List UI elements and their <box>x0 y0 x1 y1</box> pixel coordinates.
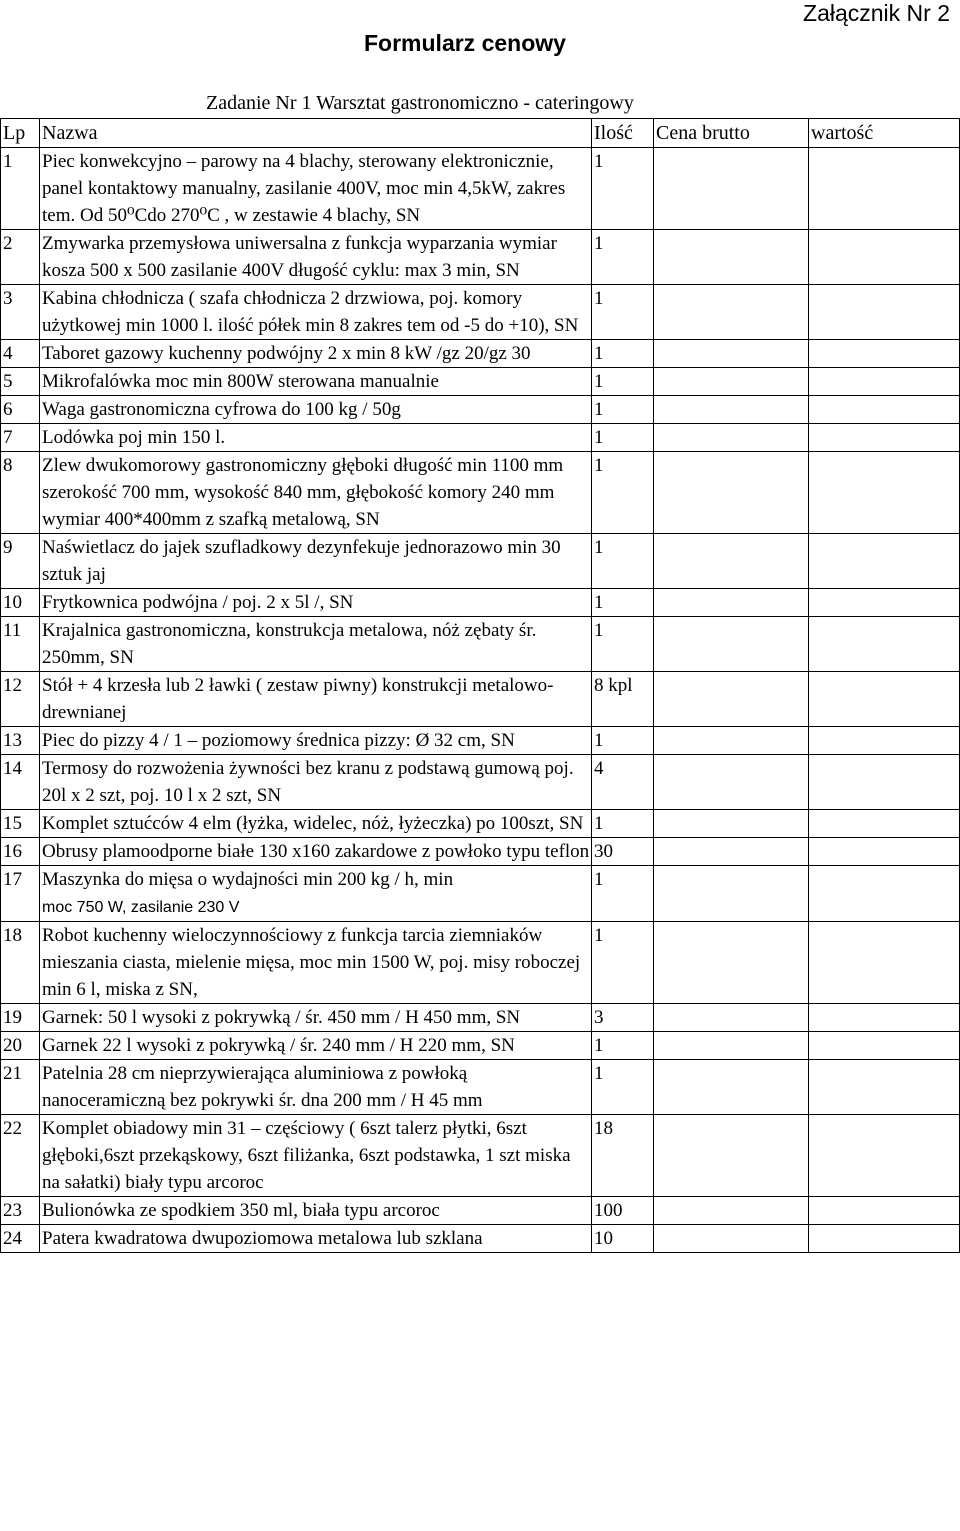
table-row <box>1 1060 960 1115</box>
row-lp: 8 <box>1 452 40 534</box>
row-value-cell[interactable] <box>809 285 960 340</box>
row-name-text: Garnek: 50 l wysoki z pokrywką / śr. 450 mm / H 450 mm, SN <box>42 1007 521 1028</box>
row-name <box>40 285 592 340</box>
table-row <box>1 424 960 452</box>
row-qty: 3 <box>592 1004 654 1032</box>
row-lp: 11 <box>1 617 40 672</box>
row-lp: 6 <box>1 396 40 424</box>
row-name-text: Zlew dwukomorowy gastronomiczny głęboki długość min 1100 mm szerokość 700 mm, wysokość 840 mm, głębokość komory 240 mm wymiar 400*400mm z szafką metalową, SN <box>42 455 564 530</box>
row-name <box>40 1060 592 1115</box>
row-qty: 1 <box>592 230 654 285</box>
table-row <box>1 617 960 672</box>
row-value-cell[interactable] <box>809 1032 960 1060</box>
row-qty: 1 <box>592 810 654 838</box>
table-row <box>1 755 960 810</box>
row-name-text: Taboret gazowy kuchenny podwójny 2 x min 8 kW /gz 20/gz 30 <box>42 343 531 364</box>
row-name-text: Lodówka poj min 150 l. <box>42 427 226 448</box>
row-value-cell[interactable] <box>809 727 960 755</box>
row-lp: 19 <box>1 1004 40 1032</box>
row-name <box>40 617 592 672</box>
row-name-text: Waga gastronomiczna cyfrowa do 100 kg / 50g <box>42 399 401 420</box>
row-price-cell[interactable] <box>654 285 809 340</box>
row-qty: 1 <box>592 285 654 340</box>
row-value-cell[interactable] <box>809 838 960 866</box>
row-qty: 1 <box>592 617 654 672</box>
table-row <box>1 285 960 340</box>
table-row <box>1 368 960 396</box>
row-name-text-secondary: moc 750 W, zasilanie 230 V <box>42 899 240 916</box>
row-price-cell[interactable] <box>654 368 809 396</box>
row-value-cell[interactable] <box>809 755 960 810</box>
row-qty: 1 <box>592 1032 654 1060</box>
row-price-cell[interactable] <box>654 1032 809 1060</box>
row-price-cell[interactable] <box>654 452 809 534</box>
row-lp: 17 <box>1 866 40 922</box>
row-name-text: Termosy do rozwożenia żywności bez kranu z podstawą gumową poj. 20l x 2 szt, poj. 10 l x 2 szt, SN <box>42 758 574 806</box>
row-value-cell[interactable] <box>809 672 960 727</box>
annex-label: Załącznik Nr 2 <box>803 0 950 26</box>
row-lp: 4 <box>1 340 40 368</box>
table-row <box>1 340 960 368</box>
row-lp: 14 <box>1 755 40 810</box>
row-lp: 2 <box>1 230 40 285</box>
table-row <box>1 452 960 534</box>
table-row <box>1 148 960 230</box>
price-table <box>0 118 960 1253</box>
row-price-cell[interactable] <box>654 1197 809 1225</box>
row-name <box>40 589 592 617</box>
row-name <box>40 922 592 1004</box>
row-name-text: Stół + 4 krzesła lub 2 ławki ( zestaw piwny) konstrukcji metalowo-drewnianej <box>42 675 554 723</box>
row-name <box>40 368 592 396</box>
row-qty: 1 <box>592 534 654 589</box>
row-name <box>40 1115 592 1197</box>
row-value-cell[interactable] <box>809 617 960 672</box>
row-name-text: Piec do pizzy 4 / 1 – poziomowy średnica pizzy: Ø 32 cm, SN <box>42 730 515 751</box>
row-value-cell[interactable] <box>809 1197 960 1225</box>
column-header-qty: Ilość <box>592 119 654 148</box>
row-value-cell[interactable] <box>809 368 960 396</box>
row-name <box>40 452 592 534</box>
row-price-cell[interactable] <box>654 1115 809 1197</box>
row-name <box>40 1032 592 1060</box>
row-qty: 1 <box>592 148 654 230</box>
column-header-name: Nazwa <box>40 119 592 148</box>
row-value-cell[interactable] <box>809 922 960 1004</box>
row-value-cell[interactable] <box>809 148 960 230</box>
row-name <box>40 1225 592 1253</box>
row-qty: 18 <box>592 1115 654 1197</box>
table-row <box>1 672 960 727</box>
row-name-text: Komplet sztućców 4 elm (łyżka, widelec, nóż, łyżeczka) po 100szt, SN <box>42 813 584 834</box>
row-name-text: Patelnia 28 cm nieprzywierająca aluminiowa z powłoką nanoceramiczną bez pokrywki śr. dna 200 mm / H 45 mm <box>42 1063 483 1111</box>
row-price-cell[interactable] <box>654 396 809 424</box>
row-name <box>40 230 592 285</box>
table-row <box>1 1225 960 1253</box>
row-name <box>40 534 592 589</box>
row-name <box>40 810 592 838</box>
row-value-cell[interactable] <box>809 810 960 838</box>
table-row <box>1 1004 960 1032</box>
table-row <box>1 727 960 755</box>
form-title: Formularz cenowy <box>364 30 566 56</box>
row-lp: 16 <box>1 838 40 866</box>
row-name-text: Zmywarka przemysłowa uniwersalna z funkcja wyparzania wymiar kosza 500 x 500 zasilanie 400V długość cyklu: max 3 min, SN <box>42 233 557 281</box>
row-value-cell[interactable] <box>809 452 960 534</box>
row-lp: 23 <box>1 1197 40 1225</box>
row-name <box>40 396 592 424</box>
row-value-cell[interactable] <box>809 230 960 285</box>
row-qty: 1 <box>592 424 654 452</box>
row-qty: 1 <box>592 340 654 368</box>
row-name <box>40 1004 592 1032</box>
row-qty: 10 <box>592 1225 654 1253</box>
row-qty: 1 <box>592 452 654 534</box>
row-name-text: Naświetlacz do jajek szufladkowy dezynfekuje jednorazowo min 30 sztuk jaj <box>42 537 561 585</box>
row-lp: 5 <box>1 368 40 396</box>
row-name-text: Patera kwadratowa dwupoziomowa metalowa lub szklana <box>42 1228 483 1249</box>
table-row <box>1 396 960 424</box>
column-header-price: Cena brutto <box>654 119 809 148</box>
row-value-cell[interactable] <box>809 1115 960 1197</box>
row-name-text: Komplet obiadowy min 31 – częściowy ( 6szt talerz płytki, 6szt głęboki,6szt przekąskowy, 6szt filiżanka, 6szt podstawka, 1 szt miska na sałatki) biały typu arcoroc <box>42 1118 571 1193</box>
task-title: Zadanie Nr 1 Warsztat gastronomiczno - cateringowy <box>206 92 634 114</box>
row-name-text: Obrusy plamoodporne białe 130 x160 zakardowe z powłoko typu teflon <box>42 841 590 862</box>
row-qty: 1 <box>592 727 654 755</box>
table-row <box>1 838 960 866</box>
row-lp: 9 <box>1 534 40 589</box>
row-price-cell[interactable] <box>654 148 809 230</box>
row-lp: 12 <box>1 672 40 727</box>
row-qty: 100 <box>592 1197 654 1225</box>
row-name <box>40 838 592 866</box>
row-lp: 21 <box>1 1060 40 1115</box>
row-name-text: Krajalnica gastronomiczna, konstrukcja metalowa, nóż zębaty śr. 250mm, SN <box>42 620 537 668</box>
row-qty: 1 <box>592 589 654 617</box>
row-price-cell[interactable] <box>654 1225 809 1253</box>
row-price-cell[interactable] <box>654 1060 809 1115</box>
row-qty: 4 <box>592 755 654 810</box>
row-name <box>40 340 592 368</box>
row-lp: 10 <box>1 589 40 617</box>
table-row <box>1 922 960 1004</box>
row-price-cell[interactable] <box>654 810 809 838</box>
row-name-text: Kabina chłodnicza ( szafa chłodnicza 2 drzwiowa, poj. komory użytkowej min 1000 l. ilość półek min 8 zakres tem od -5 do +10), SN <box>42 288 579 336</box>
table-header-row <box>1 119 960 148</box>
row-lp: 7 <box>1 424 40 452</box>
row-value-cell[interactable] <box>809 340 960 368</box>
table-row <box>1 1197 960 1225</box>
row-price-cell[interactable] <box>654 589 809 617</box>
row-lp: 18 <box>1 922 40 1004</box>
row-name <box>40 148 592 230</box>
row-price-cell[interactable] <box>654 727 809 755</box>
row-name-text: Piec konwekcyjno – parowy na 4 blachy, sterowany elektronicznie, panel kontaktowy manualny, zasilanie 400V, moc min 4,5kW, zakres tem. Od 50⁰Cdo 270⁰C , w zestawie 4 blachy, SN <box>42 151 566 226</box>
row-name-text: Maszynka do mięsa o wydajności min 200 kg / h, min <box>42 869 454 890</box>
row-name <box>40 1197 592 1225</box>
row-name <box>40 424 592 452</box>
row-lp: 15 <box>1 810 40 838</box>
row-lp: 13 <box>1 727 40 755</box>
row-qty: 1 <box>592 866 654 922</box>
row-price-cell[interactable] <box>654 755 809 810</box>
row-name <box>40 727 592 755</box>
column-header-value: wartość <box>809 119 960 148</box>
row-name <box>40 755 592 810</box>
row-value-cell[interactable] <box>809 1225 960 1253</box>
row-qty: 1 <box>592 368 654 396</box>
row-qty: 8 kpl <box>592 672 654 727</box>
table-row <box>1 810 960 838</box>
row-value-cell[interactable] <box>809 589 960 617</box>
row-name-text: Frytkownica podwójna / poj. 2 x 5l /, SN <box>42 592 354 613</box>
row-lp: 3 <box>1 285 40 340</box>
row-price-cell[interactable] <box>654 838 809 866</box>
row-lp: 20 <box>1 1032 40 1060</box>
row-name-text: Bulionówka ze spodkiem 350 ml, biała typu arcoroc <box>42 1200 440 1221</box>
row-price-cell[interactable] <box>654 617 809 672</box>
row-name-text: Mikrofalówka moc min 800W sterowana manualnie <box>42 371 439 392</box>
table-row <box>1 866 960 922</box>
row-value-cell[interactable] <box>809 424 960 452</box>
table-row <box>1 534 960 589</box>
row-price-cell[interactable] <box>654 340 809 368</box>
table-row <box>1 230 960 285</box>
column-header-lp: Lp <box>1 119 40 148</box>
row-price-cell[interactable] <box>654 534 809 589</box>
row-price-cell[interactable] <box>654 424 809 452</box>
row-value-cell[interactable] <box>809 1004 960 1032</box>
row-lp: 1 <box>1 148 40 230</box>
row-lp: 24 <box>1 1225 40 1253</box>
row-price-cell[interactable] <box>654 1004 809 1032</box>
row-name <box>40 866 592 922</box>
row-qty: 1 <box>592 396 654 424</box>
row-qty: 1 <box>592 922 654 1004</box>
row-name <box>40 672 592 727</box>
row-lp: 22 <box>1 1115 40 1197</box>
row-qty: 30 <box>592 838 654 866</box>
row-price-cell[interactable] <box>654 866 809 922</box>
row-value-cell[interactable] <box>809 396 960 424</box>
row-value-cell[interactable] <box>809 534 960 589</box>
row-price-cell[interactable] <box>654 922 809 1004</box>
table-row <box>1 589 960 617</box>
row-price-cell[interactable] <box>654 672 809 727</box>
row-price-cell[interactable] <box>654 230 809 285</box>
row-qty: 1 <box>592 1060 654 1115</box>
table-row <box>1 1032 960 1060</box>
row-name-text: Robot kuchenny wieloczynnościowy z funkcja tarcia ziemniaków mieszania ciasta, mielenie mięsa, moc min 1500 W, poj. misy roboczej min 6 l, miska z SN, <box>42 925 581 1000</box>
row-name-text: Garnek 22 l wysoki z pokrywką / śr. 240 mm / H 220 mm, SN <box>42 1035 515 1056</box>
row-value-cell[interactable] <box>809 866 960 922</box>
table-row <box>1 1115 960 1197</box>
row-value-cell[interactable] <box>809 1060 960 1115</box>
